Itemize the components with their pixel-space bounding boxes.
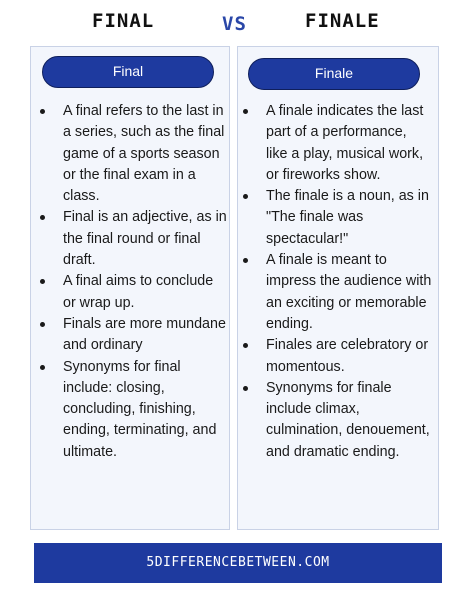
right-title: FINALE xyxy=(305,10,380,32)
list-item: The finale is a noun, as in "The finale was spectacular!" xyxy=(266,186,432,250)
finale-column xyxy=(237,46,439,530)
list-item: A final aims to conclude or wrap up. xyxy=(63,271,228,314)
site-footer-banner: 5DIFFERENCEBETWEEN.COM xyxy=(34,543,442,583)
list-item: Synonyms for final include: closing, concluding, finishing, ending, terminating, and ultimate. xyxy=(63,357,228,463)
final-column xyxy=(30,46,230,530)
final-points-list xyxy=(63,101,228,463)
list-item: Final is an adjective, as in the final round or final draft. xyxy=(63,207,228,271)
list-item: A finale indicates the last part of a performance, like a play, musical work, or fireworks show. xyxy=(266,101,432,186)
list-item: Synonyms for finale include climax, culmination, denouement, and dramatic ending. xyxy=(266,378,432,463)
comparison-header xyxy=(0,0,474,44)
vs-label: VS xyxy=(222,13,247,35)
list-item: Finals are more mundane and ordinary xyxy=(63,314,228,357)
finale-heading-pill: Finale xyxy=(248,58,420,90)
list-item: A finale is meant to impress the audience with an exciting or memorable ending. xyxy=(266,250,432,335)
left-title: FINAL xyxy=(92,10,155,32)
list-item: Finales are celebratory or momentous. xyxy=(266,335,432,378)
list-item: A final refers to the last in a series, such as the final game of a sports season or the final exam in a class. xyxy=(63,101,228,207)
final-heading-pill: Final xyxy=(42,56,214,88)
finale-points-list xyxy=(266,101,432,463)
